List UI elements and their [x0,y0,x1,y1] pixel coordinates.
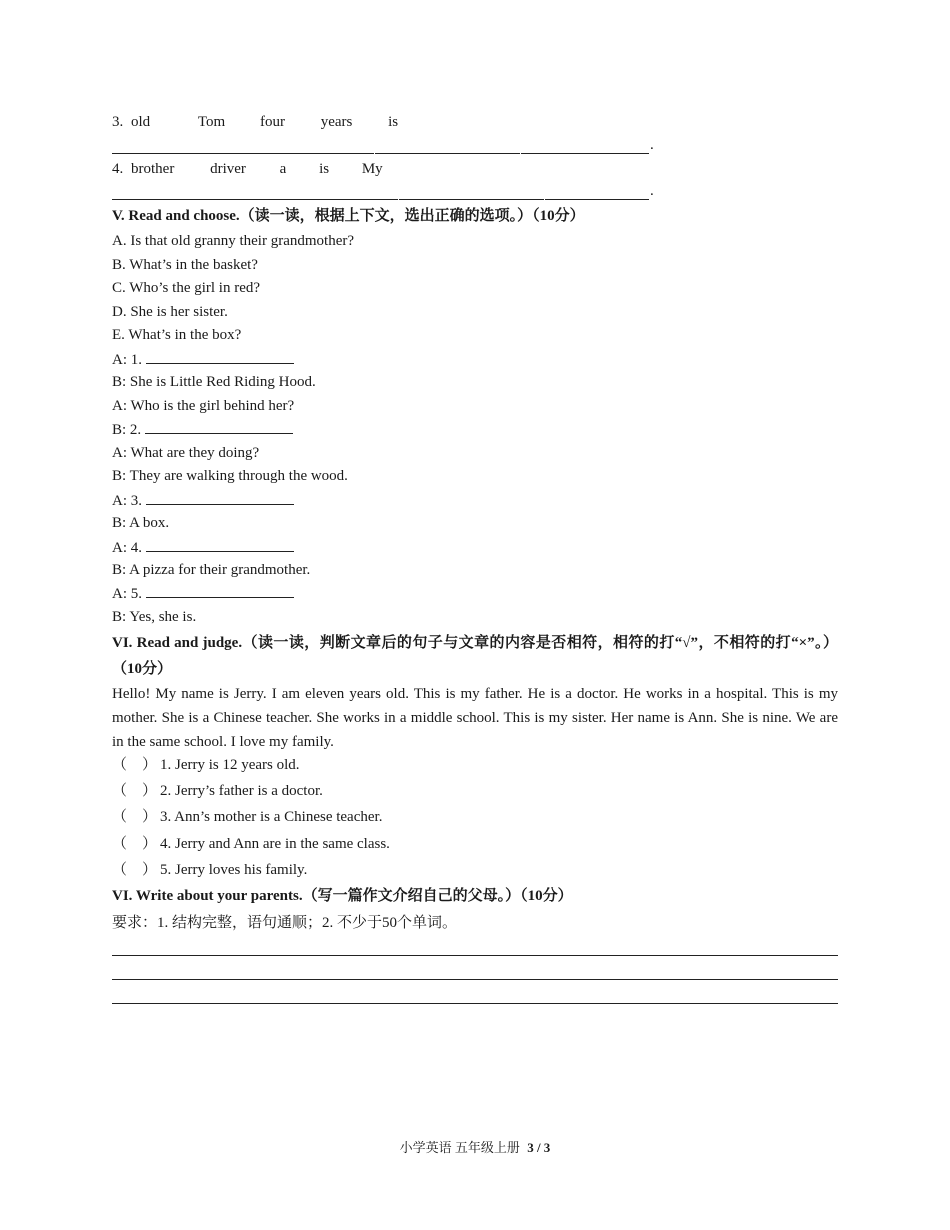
section-v-title: V. Read and choose. [112,208,240,224]
q3-word: Tom [197,114,226,130]
judge-statement: 5. Jerry loves his family. [160,862,308,878]
dialogue-line [112,583,294,604]
dialogue-prefix: A: 3. [112,493,142,509]
answer-blank[interactable] [145,419,293,434]
section-v-instruction: （读一读，根据上下文，选出正确的选项。）（10分） [239,208,585,224]
answer-segment [545,184,649,200]
dialogue-line: A: What are they doing? [112,445,260,461]
dialogue-line [112,537,294,558]
writing-title: VI. Write about your parents. [112,888,303,904]
reorder-q4-words [112,159,383,179]
option-a: A. Is that old granny their grandmother? [112,233,355,249]
answer-segment [112,184,398,200]
dialogue-line: B: She is Little Red Riding Hood. [112,374,316,390]
q4-word: a [279,161,287,177]
reorder-q3-words [112,112,398,132]
judge-item [112,860,307,880]
q4-answer-line[interactable] [112,184,657,200]
dialogue-line: B: Yes, she is. [112,609,197,625]
q4-number: 4. [112,161,124,177]
option-b: B. What’s in the basket? [112,257,258,273]
dialogue-prefix: A: 5. [112,586,142,602]
dialogue-prefix: A: 1. [112,352,142,368]
judge-item [112,807,382,827]
section-vi-heading [112,630,838,682]
answer-segment [521,138,649,154]
judge-item [112,834,390,854]
option-c: C. Who’s the girl in red? [112,280,261,296]
writing-line[interactable] [112,939,838,956]
dialogue-line [112,490,294,511]
q4-word: is [319,161,330,177]
answer-blank[interactable] [146,583,294,598]
q4-word: driver [210,161,246,177]
end-period: . [650,137,654,153]
judge-item [112,755,300,775]
q3-word: is [388,114,399,130]
writing-requirement: 要求：1. 结构完整，语句通顺；2. 不少于50个单词。 [112,915,458,931]
answer-segment [399,184,544,200]
q3-word: old [131,114,151,130]
q3-answer-line[interactable] [112,138,657,154]
dialogue-prefix: B: 2. [112,422,142,438]
option-d: D. She is her sister. [112,304,228,320]
q3-word: years [320,114,353,130]
judge-statement: 4. Jerry and Ann are in the same class. [160,836,390,852]
answer-blank[interactable] [146,537,294,552]
section-v-heading [112,206,585,226]
judge-answer-box[interactable]: （ ） [112,809,158,825]
judge-answer-box[interactable]: （ ） [112,757,158,773]
dialogue-line [112,419,293,440]
dialogue-line: B: A pizza for their grandmother. [112,562,311,578]
writing-line[interactable] [112,987,838,1004]
q3-number: 3. [112,114,124,130]
dialogue-line: B: A box. [112,515,170,531]
section-vi-instruction: （读一读，判断文章后的句子与文章的内容是否相符，相符的打“√”，不相符的打“×”。）（10分） [112,635,838,677]
judge-answer-box[interactable]: （ ） [112,862,158,878]
page-number: 3 / 3 [527,1140,551,1155]
judge-answer-box[interactable]: （ ） [112,836,158,852]
answer-blank[interactable] [146,349,294,364]
page-footer [0,1137,950,1156]
q4-word: brother [131,161,175,177]
dialogue-line: B: They are walking through the wood. [112,468,348,484]
answer-segment [112,138,374,154]
judge-answer-box[interactable]: （ ） [112,783,158,799]
dialogue-line: A: Who is the girl behind her? [112,398,295,414]
writing-line[interactable] [112,963,838,980]
writing-instruction: （写一篇作文介绍自己的父母。）（10分） [302,888,573,904]
footer-title: 小学英语 五年级上册 [399,1140,520,1155]
q3-word: four [259,114,285,130]
judge-statement: 3. Ann’s mother is a Chinese teacher. [160,809,383,825]
end-period: . [650,183,654,199]
judge-item [112,781,323,801]
writing-heading [112,886,573,906]
reading-passage: Hello! My name is Jerry. I am eleven years old. This is my father. He is a doctor. He works in a hospital. This is my mother. She is a Chinese teacher. She works in a middle school. This is my sister. Her name is Ann. She is nine. We are in the same school. I love my family. [112,686,838,750]
option-e: E. What’s in the box? [112,327,242,343]
answer-segment [375,138,520,154]
dialogue-line [112,349,294,370]
answer-blank[interactable] [146,490,294,505]
judge-statement: 2. Jerry’s father is a doctor. [160,783,323,799]
section-vi-title: VI. Read and judge. [112,635,243,651]
judge-statement: 1. Jerry is 12 years old. [160,757,300,773]
dialogue-prefix: A: 4. [112,540,142,556]
q4-word: My [361,161,383,177]
